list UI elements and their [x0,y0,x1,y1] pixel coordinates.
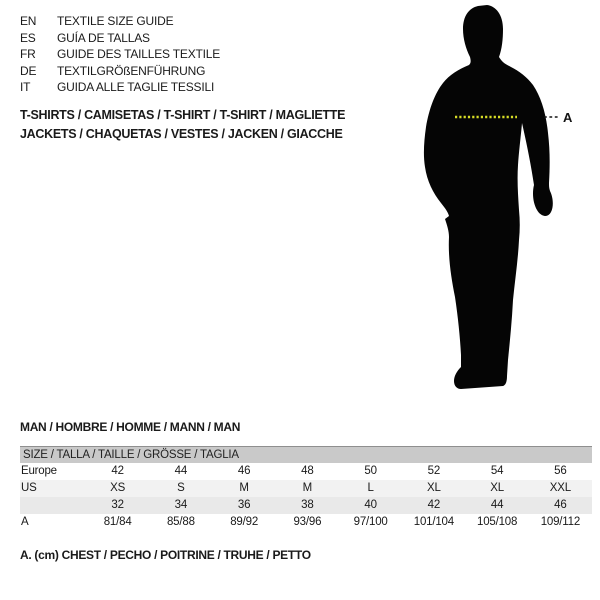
table-row-europe [20,463,592,480]
lang-code: DE [20,63,37,78]
cell: L [367,482,374,494]
lang-label: GUIDA ALLE TAGLIE TESSILI [57,80,215,94]
lang-label: TEXTILE SIZE GUIDE [57,14,174,28]
measurement-footnote: A. (cm) CHEST / PECHO / POITRINE / TRUHE / PETTO [20,548,311,562]
row-label [20,497,86,514]
section-title-man: MAN / HOMBRE / HOMME / MANN / MAN [20,420,241,434]
row-label: Europe [21,465,57,477]
cell: 44 [490,499,504,511]
cell: 105/108 [477,516,518,528]
category-jackets: JACKETS / CHAQUETAS / VESTES / JACKEN / GIACCHE [20,127,343,141]
cell: 32 [111,499,124,511]
cell: XL [427,482,441,494]
row-label: A [21,516,29,528]
cell: 85/88 [166,516,195,528]
lang-label: GUIDE DES TAILLES TEXTILE [57,47,221,61]
table-row-us [20,480,592,497]
cell: 101/104 [413,516,454,528]
cell: 48 [301,465,314,477]
cell: XS [110,482,126,494]
cell: 40 [364,499,377,511]
cell: 52 [427,465,441,477]
cell: XXL [549,482,571,494]
cell: 36 [237,499,251,511]
table-row-uk [20,497,592,514]
table-row-chest-a [20,514,592,531]
size-table [20,446,592,531]
lang-row-de [20,63,220,80]
lang-code: EN [20,14,37,28]
cell: 44 [174,465,188,477]
lang-label: GUÍA DE TALLAS [57,30,150,45]
table-header-size: SIZE / TALLA / TAILLE / GRÖSSE / TAGLIA [20,446,592,463]
cell: 56 [554,465,567,477]
lang-code: ES [20,30,36,45]
lang-row-es [20,30,220,47]
cell: 81/84 [103,516,132,528]
cell: 109/112 [540,516,581,528]
cell: 97/100 [353,516,388,528]
category-tshirts: T-SHIRTS / CAMISETAS / T-SHIRT / T-SHIRT / MAGLIETTE [20,108,346,122]
lang-code: FR [20,47,36,61]
cell: M [239,482,249,494]
cell: 46 [554,499,567,511]
cell: 34 [174,499,188,511]
lang-row-it [20,79,220,96]
cell: 93/96 [293,516,322,528]
cell: M [302,482,313,494]
man-silhouette-svg [410,0,590,400]
cell: 42 [111,465,124,477]
lang-row-fr [20,46,220,63]
cell: S [177,482,185,494]
cell: 89/92 [230,516,259,528]
lang-row-en [20,13,220,30]
cell: 46 [237,465,251,477]
cell: 42 [427,499,441,511]
cell: 50 [364,465,377,477]
man-silhouette-figure [410,0,590,400]
measure-label-a: A [563,110,573,125]
garment-categories [20,106,345,144]
cell: 38 [301,499,314,511]
cell: 54 [490,465,504,477]
man-silhouette [424,5,553,389]
cell: XL [490,482,504,494]
row-label: US [21,482,37,494]
language-list [20,13,220,96]
lang-code: IT [20,80,31,94]
lang-label: TEXTILGRÖßENFÜHRUNG [57,63,206,78]
